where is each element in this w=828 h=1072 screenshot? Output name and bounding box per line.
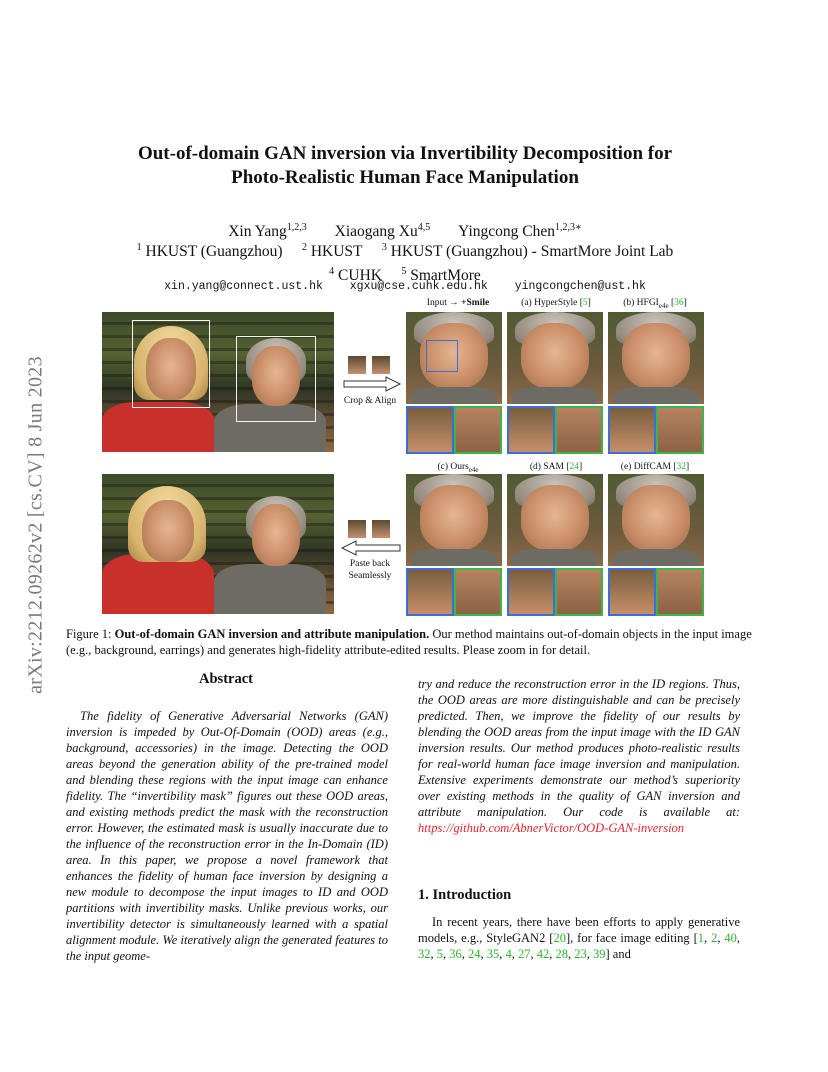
abstract-left-column: The fidelity of Generative Adversarial Networks (GAN) inversion is impeded by Out-Of-Domain (OOD) areas (e.g., background, accessories) in the image. Detecting the OOD areas beyond the generation ability of the pre-trained model and blending these regions with the input image can enhance fidelity. The “invertibility mask” figures out these OOD areas, and existing methods predict the mask with the reconstruction error. However, the estimated mask is usually inaccurate due to the influence of the reconstruction error in the In-Domain (ID) area. In this paper, we propose a novel framework that enhances the fidelity of human face inversion by designing a new module to decompose the input images to ID and OOD partitions with invertibility masks. Unlike previous works, our invertibility detector is simultaneously learned with a spatial alignment module. We iteratively align the generated features to the input geome- bbox=[66, 709, 388, 963]
cite-link[interactable]: 27 bbox=[518, 947, 531, 961]
cite-link[interactable]: 20 bbox=[553, 931, 566, 945]
cite-link[interactable]: 24 bbox=[468, 947, 481, 961]
face bbox=[622, 323, 689, 389]
jacket bbox=[613, 387, 699, 404]
paste-thumb-1 bbox=[348, 520, 366, 538]
cite-link[interactable]: 23 bbox=[574, 947, 587, 961]
jacket bbox=[512, 549, 598, 566]
cite-link[interactable]: 28 bbox=[555, 947, 568, 961]
abstract-right-column: try and reduce the reconstruction error in the ID regions. Thus, the OOD areas are more distinguishable and can be precisely predicted. Then, we improve the fidelity of our results by blending the OOD areas from the input image with the ID GAN inversion results. Our method produces photo-realistic results for real-world human face image inversion and manipulation. Extensive experiments demonstrate our method’s superiority over existing methods in the quality of GAN inversion and attribute manipulation. Our code is available at: https://github.com/AbnerVictor/OOD-GAN-inversion bbox=[418, 677, 740, 835]
code-link[interactable]: https://github.com/AbnerVictor/OOD-GAN-inversion bbox=[418, 821, 685, 835]
label-hyperstyle: (a) HyperStyle [5] bbox=[521, 298, 591, 308]
label-hfgi: (b) $HFGI_{e4e}$ [36] bbox=[623, 298, 687, 310]
output-photo bbox=[102, 474, 334, 614]
crop-box-left bbox=[132, 320, 210, 408]
label-sam: (d) SAM [24] bbox=[529, 462, 583, 472]
abstract-heading: Abstract bbox=[199, 671, 253, 687]
introduction-heading: 1. Introduction bbox=[418, 887, 512, 903]
face-input bbox=[406, 312, 502, 404]
email-2: xgxu@cse.cuhk.edu.hk bbox=[349, 280, 488, 293]
zoom-eye-sam bbox=[507, 568, 555, 616]
author-1: Xin Yang$^{1,2,3}$ bbox=[228, 222, 307, 241]
email-list bbox=[110, 280, 700, 293]
label-ours: (c) Ours$_{e4e}$ bbox=[437, 462, 479, 474]
zoom-box bbox=[426, 340, 458, 372]
face-diffcam bbox=[608, 474, 704, 566]
face bbox=[521, 485, 588, 551]
jacket bbox=[512, 387, 598, 404]
label-input-smile: Input → +Smile bbox=[426, 298, 490, 308]
crop-box-right bbox=[236, 336, 316, 422]
author-2: Xiaogang Xu$^{4,5}$ bbox=[334, 222, 431, 241]
jacket bbox=[411, 549, 497, 566]
red-shirt bbox=[102, 554, 214, 614]
cite-link[interactable]: 2 bbox=[711, 931, 718, 945]
face-ours bbox=[406, 474, 502, 566]
zoom-eye-hyperstyle bbox=[507, 406, 555, 454]
paper-title bbox=[110, 142, 700, 190]
title-line-2: Photo-Realistic Human Face Manipulation bbox=[231, 167, 579, 188]
zoom-eye-ours bbox=[406, 568, 454, 616]
cite-link[interactable]: 35 bbox=[486, 947, 500, 961]
zoom-ear-hfgi bbox=[656, 406, 704, 454]
face bbox=[622, 485, 689, 551]
zoom-ear-input bbox=[454, 406, 502, 454]
cite-link[interactable]: 40 bbox=[724, 931, 737, 945]
zoom-ear-hyperstyle bbox=[555, 406, 603, 454]
introduction-text: In recent years, there have been efforts to apply generative models, e.g., StyleGAN2 [20], for face image editing [1, 2, 40, 32, 5, 36, 24, 35, 4, 27, 42, 28, 23, 39] and bbox=[418, 915, 741, 961]
cite-link[interactable]: 5 bbox=[436, 947, 443, 961]
cite-link[interactable]: 36 bbox=[449, 947, 462, 961]
cite-link[interactable]: 42 bbox=[536, 947, 550, 961]
face bbox=[420, 485, 487, 551]
crop-thumb-2 bbox=[372, 356, 390, 374]
jacket bbox=[613, 549, 699, 566]
label-diffcam: (e) DiffCAM [32] bbox=[620, 462, 690, 472]
face bbox=[521, 323, 588, 389]
title-line-1: Out-of-domain GAN inversion via Invertibility Decomposition for bbox=[137, 143, 673, 164]
affiliations-line-1: $^1$ HKUST (Guangzhou) $^2$ HKUST $^3$ HKUST (Guangzhou) - SmartMore Joint Lab bbox=[136, 242, 674, 261]
cite-link[interactable]: 1 bbox=[697, 931, 704, 945]
woman-face-left bbox=[142, 500, 194, 562]
face-hyperstyle bbox=[507, 312, 603, 404]
cite-link[interactable]: 39 bbox=[593, 947, 606, 961]
zoom-ear-ours bbox=[454, 568, 502, 616]
author-3: Yingcong Chen$^{1,2,3∗}$ bbox=[458, 222, 582, 241]
zoom-ear-sam bbox=[555, 568, 603, 616]
zoom-ear-diffcam bbox=[656, 568, 704, 616]
email-3: yingcongchen@ust.hk bbox=[514, 280, 646, 293]
face-hfgi bbox=[608, 312, 704, 404]
zoom-eye-diffcam bbox=[608, 568, 656, 616]
woman-face-right bbox=[252, 504, 300, 566]
email-1: xin.yang@connect.ust.hk bbox=[164, 280, 323, 293]
cite-link[interactable]: 32 bbox=[418, 947, 431, 961]
left-arrow-icon bbox=[340, 540, 402, 556]
zoom-eye-input bbox=[406, 406, 454, 454]
affiliations-line-2: $^4$ CUHK $^5$ SmartMore bbox=[329, 266, 481, 285]
face-sam bbox=[507, 474, 603, 566]
crop-align-label: Crop & Align bbox=[343, 396, 397, 406]
grey-jacket bbox=[214, 564, 326, 614]
input-photo bbox=[102, 312, 334, 452]
red-shirt bbox=[102, 402, 214, 452]
right-arrow-icon bbox=[342, 376, 402, 392]
citation-list: 1, 2, 40, 32, 5, 36, 24, 35, 4, 27, 42, 28, 23, 39 bbox=[418, 931, 741, 961]
figure-caption: Figure 1: Out-of-domain GAN inversion and attribute manipulation. Our method maintains out-of-domain objects in the input image (e.g., background, earrings) and generates high-fidelity attribute-edited results. Please zoom in for detail. bbox=[66, 627, 752, 657]
paste-thumb-2 bbox=[372, 520, 390, 538]
crop-thumb-1 bbox=[348, 356, 366, 374]
paste-back-label: Paste back Seamlessly bbox=[348, 559, 392, 581]
jacket bbox=[411, 387, 497, 404]
zoom-eye-hfgi bbox=[608, 406, 656, 454]
cite-link[interactable]: 4 bbox=[505, 947, 512, 961]
